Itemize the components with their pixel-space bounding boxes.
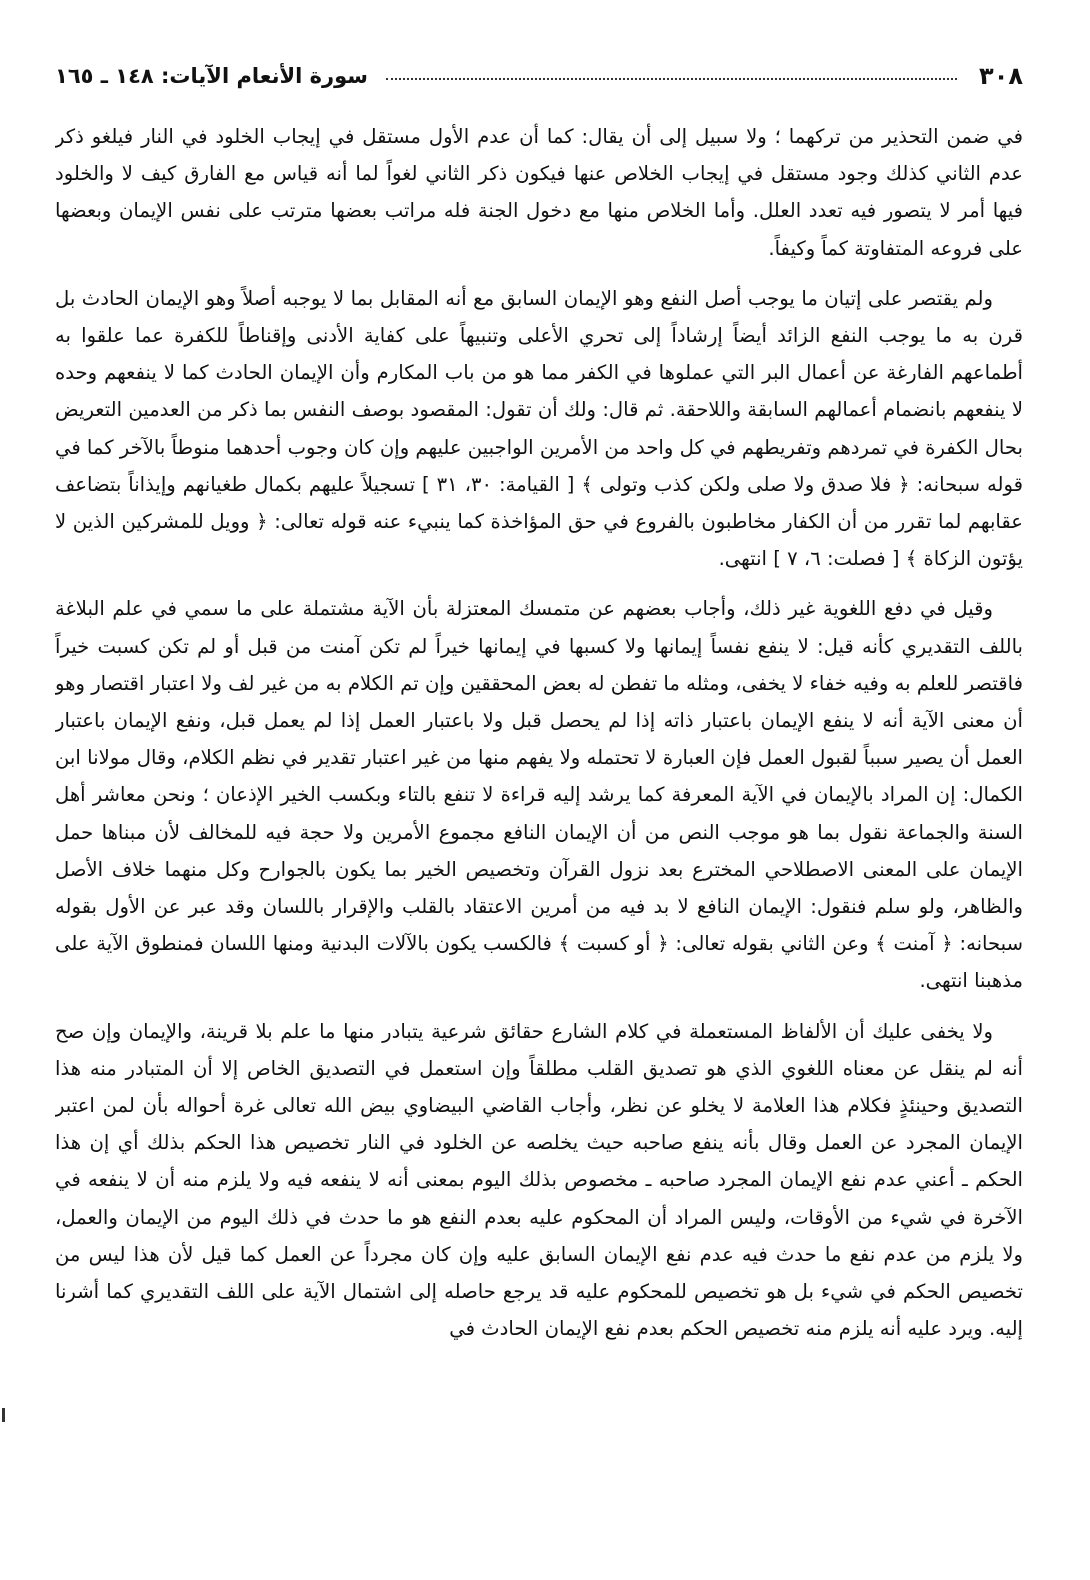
paragraph-2: ولم يقتصر على إتيان ما يوجب أصل النفع وهو الإيمان السابق مع أنه المقابل بما لا يوجبه أصلاً وهو الإيمان الحادث بل قرن به ما يوجب النفع الزائد أيضاً إرشاداً إلى تحري الأعلى وتنبيهاً على كفاية الأدنى وإقناطاً للكفرة عما علقوا به أطماعهم الفارغة عن أعمال البر التي عملوها في الكفر مما هو من باب المكارم وأن الإيمان الحادث كما لا ينفعهم وحده لا ينفعهم بانضمام أعمالهم السابقة واللاحقة. ثم قال: ولك أن تقول: المقصود بوصف النفس بما ذكر من العدمين التعريض بحال الكفرة في تمردهم وتفريطهم في كل واحد من الأمرين الواجبين عليهم وإن كان وجوب أحدهما منوطاً بالآخر كما في قوله سبحانه: ﴿ فلا صدق ولا صلى ولكن كذب وتولى ﴾ [ القيامة: ٣٠، ٣١ ] تسجيلاً عليهم بكمال طغيانهم وإيذاناً بتضاعف عقابهم لما تقرر من أن الكفار مخاطبون بالفروع في حق المؤاخذة كما ينبيء عنه قوله تعالى: ﴿ وويل للمشركين الذين لا يؤتون الزكاة ﴾ [ فصلت: ٦، ٧ ] انتهى. xyxy=(55,286,1023,571)
paragraph-1: في ضمن التحذير من تركهما ؛ ولا سبيل إلى أن يقال: كما أن عدم الأول مستقل في إيجاب الخلود في النار فيلغو ذكر عدم الثاني كذلك وجود مستقل في إيجاب الخلاص عنها فيكون ذكر الثاني لغواً لما أنه قياس مع الفارق كيف لا والخلود فيها أمر لا يتصور فيه تعدد العلل. وأما الخلاص منها مع دخول الجنة فله مراتب بعضها مترتب على نفس الإيمان وبعضها على فروعه المتفاوتة كماً وكيفاً. xyxy=(55,125,1023,260)
paragraph-4: ولا يخفى عليك أن الألفاظ المستعملة في كلام الشارع حقائق شرعية يتبادر منها ما علم بلا قرينة، والإيمان وإن صح أنه لم ينقل عن معناه اللغوي الذي هو تصديق القلب مطلقاً وإن استعمل في التصديق الخاص إلا أن المتبادر منه هذا التصديق وحينئذٍ فكلام هذا العلامة لا يخلو عن نظر، وأجاب القاضي البيضاوي بيض الله تعالى غرة أحواله بأن لمن اعتبر الإيمان المجرد عن العمل وقال بأنه ينفع صاحبه حيث يخلصه عن الخلود في النار تخصيص هذا الحكم بذلك أي إن هذا الحكم ـ أعني عدم نفع الإيمان المجرد صاحبه ـ مخصوص بذلك اليوم بمعنى أنه لا ينفعه فيه ولا يلزم منه أن لا ينفعه في الآخرة في شيء من الأوقات، وليس المراد أن المحكوم عليه بعدم النفع هو ما حدث في ذلك اليوم من الإيمان والعمل، ولا يلزم من عدم نفع ما حدث فيه عدم نفع الإيمان السابق عليه وإن كان مجرداً عن العمل كما قيل لأن هذا ليس من تخصيص الحكم في شيء بل هو تخصيص للمحكوم عليه قد يرجع حاصله إلى اشتمال الآية على اللف التقديري كما أشرنا إليه. ويرد عليه أنه يلزم منه تخصيص الحكم بعدم نفع الإيمان الحادث في xyxy=(55,1019,1023,1341)
margin-mark xyxy=(2,1408,5,1422)
book-page xyxy=(55,52,1023,1552)
running-title: سورة الأنعام الآيات: ١٤٨ ـ ١٦٥ xyxy=(55,64,368,88)
running-header xyxy=(55,52,1023,100)
paragraph-3: وقيل في دفع اللغوية غير ذلك، وأجاب بعضهم عن متمسك المعتزلة بأن الآية مشتملة على ما سمي في علم البلاغة باللف التقديري كأنه قيل: لا ينفع نفساً إيمانها ولا كسبها في إيمانها خيراً لم تكن آمنت من قبل أو لم تكن كسبت خيراً فاقتصر للعلم به وفيه خفاء لا يخفى، ومثله ما تفطن له بعض المحققين وإن تم الكلام به من غير لف ولا اعتبار اقتصار وهو أن معنى الآية أنه لا ينفع الإيمان باعتبار ذاته إذا لم يحصل قبل ولا باعتبار العمل إذا لم يعمل قبل، ونفع الإيمان باعتبار العمل أن يصير سبباً لقبول العمل فإن العبارة لا تحتمله ولا يفهم منها من غير اعتبار تقدير في نظم الكلام، وقال مولانا ابن الكمال: إن المراد بالإيمان في الآية المعرفة كما يرشد إليه قراءة لا تنفع بالتاء وبكسب الخير الإذعان ؛ ونحن معاشر أهل السنة والجماعة نقول بما هو موجب النص من أن الإيمان النافع مجموع الأمرين ولا حجة فيه للمخالف لأن مبناها حمل الإيمان على المعنى الاصطلاحي المخترع بعد نزول القرآن وتخصيص الخير بما يكون بالجوارح وكل منهما خلاف الأصل والظاهر، ولو سلم فنقول: الإيمان النافع لا بد فيه من أمرين الاعتقاد بالقلب والإقرار باللسان وقد عبر عن الأول بقوله سبحانه: ﴿ آمنت ﴾ وعن الثاني بقوله تعالى: ﴿ أو كسبت ﴾ فالكسب يكون بالآلات البدنية ومنها اللسان فمنطوق الآية على مذهبنا انتهى. xyxy=(55,597,1023,993)
body-text xyxy=(55,118,1023,1348)
header-dotted-leader xyxy=(386,78,957,80)
page-number: ٣٠٨ xyxy=(979,62,1023,90)
